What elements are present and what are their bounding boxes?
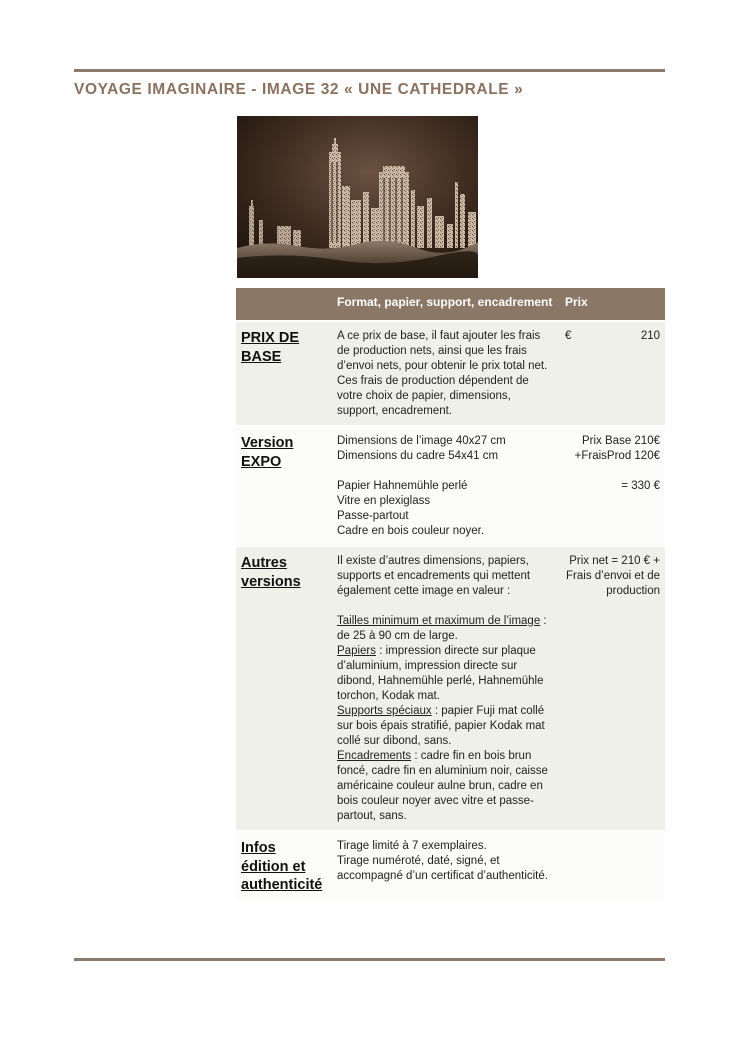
row-description bbox=[332, 546, 560, 831]
detail-line: Cadre en bois couleur noyer. bbox=[337, 525, 485, 537]
page-title: VOYAGE IMAGINAIRE - IMAGE 32 « UNE CATHEDRALE » bbox=[74, 81, 524, 98]
info-line: Tirage limité à 7 exemplaires. bbox=[337, 840, 487, 852]
description-line: Ces frais de production dépendent de votre choix de papier, dimensions, support, encadrement. bbox=[337, 375, 529, 417]
row-description bbox=[332, 426, 560, 546]
table-header-row bbox=[236, 288, 665, 321]
top-divider bbox=[74, 69, 665, 72]
bottom-divider bbox=[74, 958, 665, 961]
dimension-line: Dimensions de l’image 40x27 cm bbox=[337, 435, 506, 447]
row-label: Autres versions bbox=[236, 546, 332, 831]
row-description bbox=[332, 831, 560, 901]
header-format: Format, papier, support, encadrement bbox=[332, 288, 560, 321]
table-row-edition-info bbox=[236, 831, 665, 901]
option-text: : cadre fin en bois brun foncé, cadre fin en aluminium noir, caisse américaine couleur aulne brun, cadre en bois couleur noyer avec vitre et passe-partout, sans. bbox=[337, 750, 548, 822]
option-text: : impression directe sur plaque d’aluminium, impression directe sur dibond, Hahnemühle perlé, Hahnemühle torchon, Kodak mat. bbox=[337, 645, 544, 702]
description-line: A ce prix de base, il faut ajouter les frais de production nets, ainsi que les frais d’envoi nets, pour obtenir le prix total net. bbox=[337, 330, 548, 372]
option-text: : de 25 à 90 cm de large. bbox=[337, 615, 547, 642]
option-item bbox=[337, 704, 555, 749]
price-total: = 330 € bbox=[621, 480, 660, 492]
row-label: PRIX DE BASE bbox=[236, 321, 332, 426]
header-price: Prix bbox=[560, 288, 665, 321]
row-price bbox=[560, 426, 665, 546]
price-line: +FraisProd 120€ bbox=[574, 450, 660, 462]
row-price bbox=[560, 321, 665, 426]
detail-line: Papier Hahnemühle perlé bbox=[337, 480, 468, 492]
row-label: Version EXPO bbox=[236, 426, 332, 546]
table-row-base-price bbox=[236, 321, 665, 426]
detail-line: Passe-partout bbox=[337, 510, 409, 522]
intro-text: Il existe d’autres dimensions, papiers, supports et encadrements qui mettent également cette image en valeur : bbox=[337, 555, 531, 597]
option-term: Supports spéciaux bbox=[337, 705, 432, 717]
header-empty bbox=[236, 288, 332, 321]
row-description bbox=[332, 321, 560, 426]
option-term: Papiers bbox=[337, 645, 376, 657]
dimension-line: Dimensions du cadre 54x41 cm bbox=[337, 450, 499, 462]
option-item bbox=[337, 749, 555, 824]
option-item bbox=[337, 614, 555, 644]
detail-line: Vitre en plexiglass bbox=[337, 495, 431, 507]
table-row-expo bbox=[236, 426, 665, 546]
row-price: Prix net = 210 € + Frais d’envoi et de production bbox=[560, 546, 665, 831]
option-term: Encadrements bbox=[337, 750, 412, 762]
option-term: Tailles minimum et maximum de l’image bbox=[337, 615, 541, 627]
option-text: : papier Fuji mat collé sur bois épais stratifié, papier Kodak mat collé sur dibond, sans. bbox=[337, 705, 545, 747]
price-amount: 210 bbox=[640, 330, 660, 342]
price-line: Prix Base 210€ bbox=[582, 435, 660, 447]
cathedral-cityscape-image bbox=[237, 116, 478, 278]
row-label: Infos édition et authenticité bbox=[236, 831, 332, 901]
price-currency: € bbox=[565, 330, 572, 342]
table-row-other-versions bbox=[236, 546, 665, 831]
row-price-empty bbox=[560, 831, 665, 901]
info-line: Tirage numéroté, daté, signé, et accompagné d’un certificat d’authenticité. bbox=[337, 855, 548, 882]
option-item bbox=[337, 644, 555, 704]
price-table bbox=[236, 288, 665, 901]
